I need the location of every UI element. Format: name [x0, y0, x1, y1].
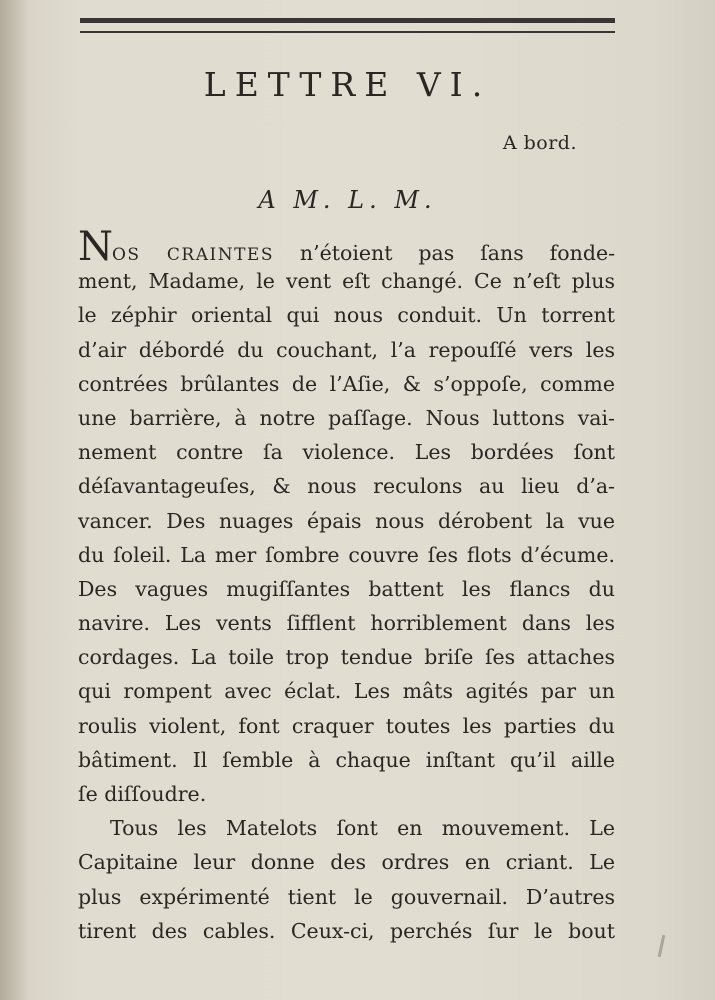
text-line: Des vagues mugiſſantes battent les flancs du	[78, 576, 615, 601]
margin-mark	[658, 935, 666, 957]
text-line: ment, Madame, le vent eſt changé. Ce n’eſt plus	[78, 269, 615, 294]
text-line: une barrière, à notre paſſage. Nous luttons vai-	[78, 405, 615, 430]
text-line: qui rompent avec éclat. Les mâts agités par un	[78, 679, 615, 704]
letter-body	[78, 224, 615, 948]
letter-heading: LETTRE VI.	[203, 65, 492, 104]
text-line: nement contre ſa violence. Les bordées ſont	[78, 440, 615, 465]
text-line: du ſoleil. La mer ſombre couvre ſes flots d’écume.	[78, 542, 615, 567]
text-line: roulis violent, font craquer toutes les parties du	[78, 713, 615, 738]
text-line: ſe diſſoudre.	[78, 782, 207, 806]
dateline: A bord.	[502, 132, 577, 154]
text-line: le zéphir oriental qui nous conduit. Un torrent	[78, 303, 615, 328]
text-line: cordages. La toile trop tendue briſe ſes attaches	[78, 645, 615, 670]
text-line: vancer. Des nuages épais nous dérobent la vue	[78, 508, 615, 533]
gutter-shadow	[0, 0, 28, 1000]
drop-cap: N	[78, 224, 112, 270]
text-line: déſavantageuſes, & nous reculons au lieu d’a-	[78, 474, 615, 499]
text-line: d’air débordé du couchant, l’a repouſſé vers les	[78, 337, 615, 362]
text-line: tirent des cables. Ceux-ci, perchés ſur le bout	[78, 918, 615, 943]
text-line: Tous les Matelots ſont en mouvement. Le	[110, 816, 615, 841]
header-rule-thin	[80, 31, 615, 33]
text-line: navire. Les vents ſifflent horriblement dans les	[78, 611, 615, 636]
text-line: contrées brûlantes de l’Aſie, & s’oppoſe, comme	[78, 371, 615, 396]
text-line	[78, 224, 615, 270]
text-line: bâtiment. Il ſemble à chaque inſtant qu’il aille	[78, 747, 615, 772]
opening-small-caps: OS CRAINTES	[112, 245, 274, 265]
text-line-content: n’étoient pas ſans fonde-	[273, 241, 615, 265]
header-rule-thick	[80, 18, 615, 23]
text-line: plus expérimenté tient le gouvernail. D’autres	[78, 884, 615, 909]
text-line: Capitaine leur donne des ordres en criant. Le	[78, 850, 615, 875]
salutation: A M. L. M.	[258, 186, 437, 214]
